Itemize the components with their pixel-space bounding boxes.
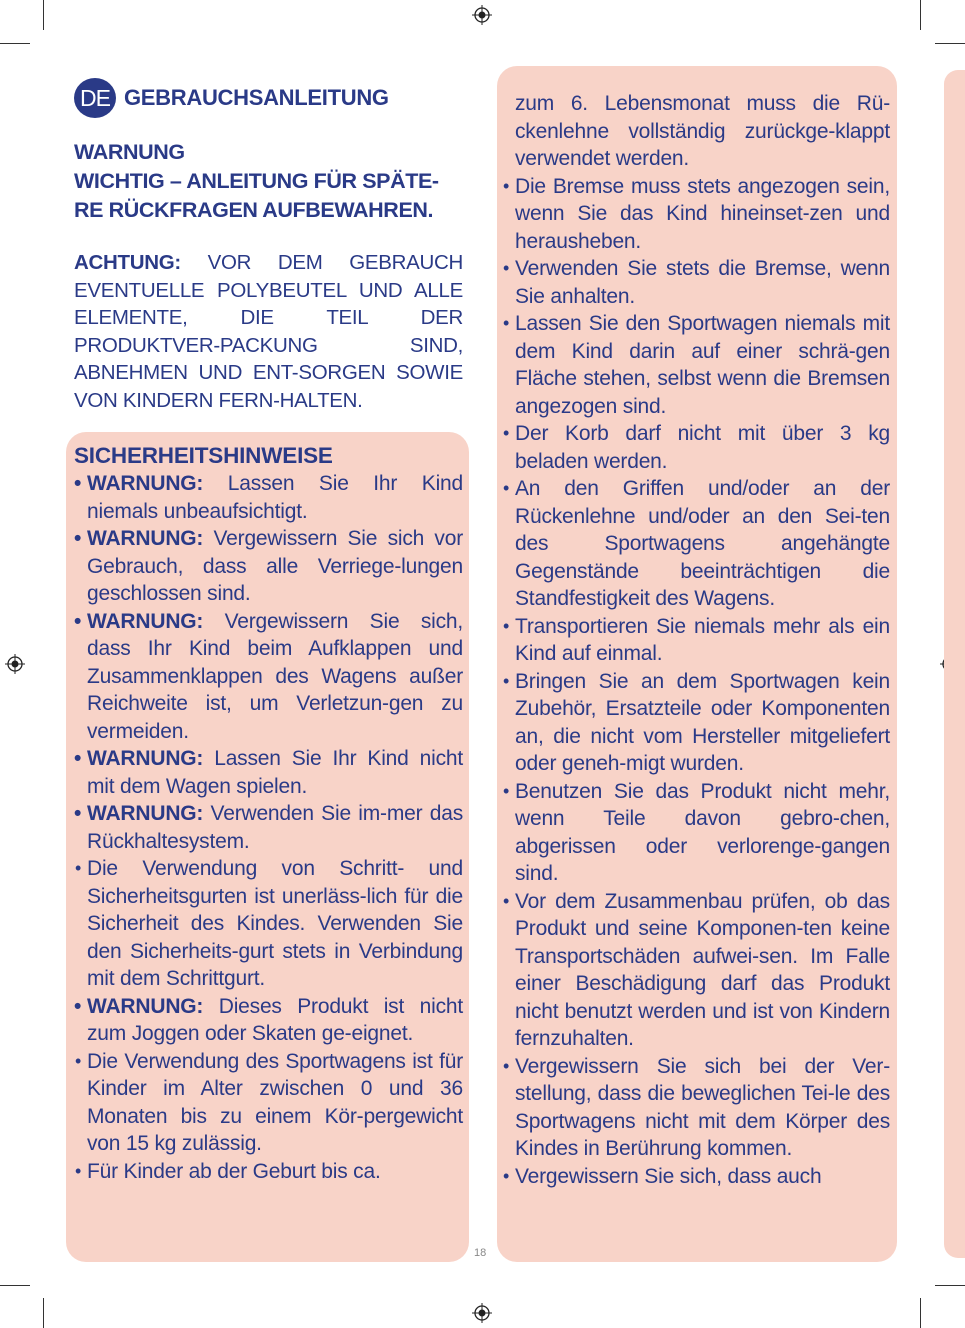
list-item [74, 525, 463, 608]
bullet-icon: • [75, 1050, 82, 1071]
warning-heading-line1: WARNUNG [74, 140, 185, 164]
item-text: Bringen Sie an dem Sportwagen kein Zubehör, Ersatzteile oder Komponenten an, die nicht vom Hersteller mitgeliefert oder geneh-migt wurden. [515, 669, 890, 775]
warning-label: WARNUNG: [87, 472, 204, 495]
crop-mark [43, 0, 44, 30]
item-text: Vergewissern Sie sich vor Gebrauch, dass alle Verriege-lungen geschlossen sind. [87, 527, 463, 605]
item-text: Vergewissern Sie sich, dass auch [515, 1164, 822, 1188]
bullet-icon: • [74, 609, 82, 633]
warning-heading-line2: WICHTIG – ANLEITUNG FÜR SPÄTE-RE RÜCKFRAGEN AUFBEWAHREN. [74, 169, 439, 222]
item-text: Für Kinder ab der Geburt bis ca. [87, 1159, 381, 1183]
left-column [74, 78, 463, 414]
bullet-icon: • [74, 747, 82, 770]
list-item [502, 475, 890, 613]
item-text: Dieses Produkt ist nicht zum Joggen oder Skaten ge-eignet. [87, 994, 463, 1045]
item-text: Transportieren Sie niemals mehr als ein Kind auf einmal. [515, 614, 890, 665]
list-item [74, 745, 463, 800]
registration-mark-icon [5, 654, 25, 674]
warning-label: WARNUNG: [87, 994, 204, 1018]
list-item [502, 1053, 890, 1163]
bullet-icon: • [503, 313, 510, 333]
item-text: Verwenden Sie stets die Bremse, wenn Sie anhalten. [515, 257, 890, 308]
list-item [502, 1163, 890, 1191]
page-number: 18 [474, 1247, 487, 1259]
warning-label: WARNUNG: [87, 527, 204, 550]
item-text: Vergewissern Sie sich bei der Ver-stellung, dass die beweglichen Tei-le des Sportwagens nicht mit dem Körper des Kindes in Berührung kommen. [515, 1054, 890, 1160]
page-title: GEBRAUCHSANLEITUNG [124, 85, 389, 110]
item-text: Vergewissern Sie sich, dass Ihr Kind beim Aufklappen und Zusammenklappen des Wagens außer Reichweite ist, um Verletzun-gen zu vermeiden. [87, 609, 463, 743]
bullet-icon: • [74, 802, 82, 825]
bullet-icon: • [503, 258, 510, 278]
list-item [74, 855, 463, 993]
crop-mark [43, 1298, 44, 1328]
achtung-paragraph [74, 249, 463, 414]
bullet-icon: • [75, 1160, 82, 1181]
item-text: Der Korb darf nicht mit über 3 kg beladen werden. [515, 422, 890, 473]
registration-mark-icon [472, 5, 492, 25]
item-text: Verwenden Sie im-mer das Rückhaltesystem. [87, 802, 463, 853]
list-item [502, 173, 890, 256]
warning-label: WARNUNG: [87, 609, 204, 633]
next-page-strip [944, 70, 965, 1258]
bullet-icon: • [75, 858, 82, 878]
warning-label: WARNUNG: [87, 802, 204, 825]
bullet-icon: • [74, 472, 82, 495]
safety-list-right [502, 173, 890, 1191]
language-badge: DE [74, 78, 116, 118]
crop-mark [935, 1285, 965, 1286]
list-item [74, 1048, 463, 1158]
achtung-text: VOR DEM GEBRAUCH EVENTUELLE POLYBEUTEL UND ALLE ELEMENTE, DIE TEIL DER PRODUKTVER-PACKUNG SIND, ABNEHMEN UND ENT-SORGEN SOWIE VON KINDERN FERN-HALTEN. [74, 251, 463, 412]
warning-label: WARNUNG: [87, 747, 204, 770]
item-text: Die Verwendung des Sportwagens ist für Kinder im Alter zwischen 0 und 36 Monaten bis zu einem Kör-pergewicht von 15 kg zulässig. [87, 1049, 463, 1155]
bullet-icon: • [74, 994, 82, 1018]
item-text: Vor dem Zusammenbau prüfen, ob das Produkt und seine Komponen-ten keine Transportschäden aufwei-sen. Im Falle einer Beschädigung darf das Produkt nicht benutzt werden und ist von Kindern fernzuhalten. [515, 889, 890, 1050]
bullet-icon: • [503, 615, 510, 636]
list-item [502, 255, 890, 310]
crop-mark [920, 0, 921, 30]
crop-mark [0, 1285, 30, 1286]
crop-mark [920, 1298, 921, 1328]
item-text: Die Bremse muss stets angezogen sein, wenn Sie das Kind hineinset-zen und herausheben. [515, 174, 890, 253]
crop-mark [0, 43, 30, 44]
list-item [502, 888, 890, 1053]
bullet-icon: • [503, 423, 510, 443]
list-item [502, 310, 890, 420]
bullet-icon: • [503, 670, 510, 691]
warning-heading [74, 138, 463, 225]
safety-box-left [66, 432, 469, 1262]
safety-list-left [74, 470, 463, 1185]
item-text: Die Verwendung von Schritt- und Sicherheitsgurten ist unerläss-lich für die Sicherheit des Kindes. Verwenden Sie den Sicherheits-gurt stets in Verbindung mit dem Schrittgurt. [87, 857, 463, 990]
bullet-icon: • [503, 1055, 510, 1076]
list-item [74, 800, 463, 855]
achtung-label: ACHTUNG: [74, 251, 181, 274]
list-item [74, 470, 463, 525]
item-text: Benutzen Sie das Produkt nicht mehr, wenn Teile davon gebro-chen, abgerissen oder verlorenge-gangen sind. [515, 779, 890, 885]
item-text: Lassen Sie Ihr Kind niemals unbeaufsichtigt. [87, 472, 463, 523]
bullet-icon: • [503, 1165, 510, 1186]
safety-heading: SICHERHEITSHINWEISE [74, 443, 333, 468]
bullet-icon: • [503, 780, 510, 801]
bullet-icon: • [503, 890, 510, 911]
bullet-icon: • [503, 175, 510, 196]
list-item [502, 778, 890, 888]
continuation-text: zum 6. Lebensmonat muss die Rü-ckenlehne vollständig zurückge-klappt verwendet werden. [515, 92, 890, 170]
safety-box-right [497, 66, 897, 1262]
list-item [74, 993, 463, 1048]
list-item [502, 668, 890, 778]
item-text: An den Griffen und/oder an der Rückenlehne und/oder an den Sei-ten des Sportwagens angehängte Gegenstände beeinträchtigen die Standfestigkeit des Wagens. [515, 477, 890, 610]
item-text: Lassen Sie Ihr Kind nicht mit dem Wagen spielen. [87, 747, 463, 798]
bullet-icon: • [503, 478, 510, 498]
registration-mark-icon [472, 1303, 492, 1323]
item-text: Lassen Sie den Sportwagen niemals mit dem Kind darin auf einer schrä-gen Fläche stehen, selbst wenn die Bremsen angezogen sind. [515, 312, 890, 418]
title-row [74, 78, 463, 118]
list-item [502, 613, 890, 668]
crop-mark [935, 43, 965, 44]
list-item [74, 1158, 463, 1186]
bullet-icon: • [74, 527, 82, 550]
list-item [74, 608, 463, 746]
list-item [502, 420, 890, 475]
